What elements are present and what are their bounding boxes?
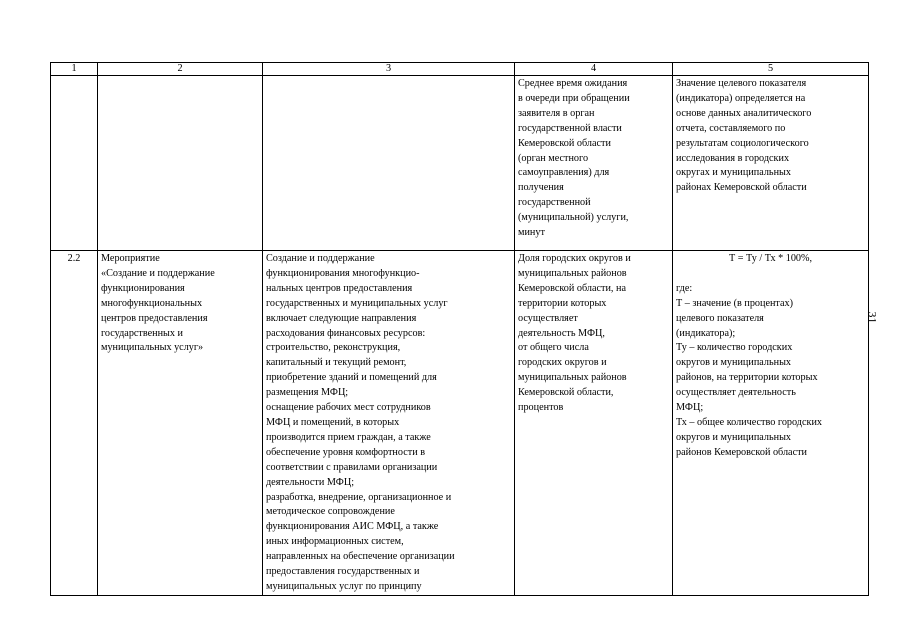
- header-cell-4: 4: [515, 63, 673, 76]
- header-cell-3: 3: [263, 63, 515, 76]
- row2-method-cell: [673, 251, 869, 596]
- table-row: [51, 251, 869, 596]
- formula-explanation: где: Т – значение (в процентах) целевого показателя (индикатора); Ту – количество городских округов и муниципальных районов, на территории которых осуществляет деятельность МФЦ; Тх – общее количество городских округов и муниципальных районов Кемеровской области: [676, 282, 823, 458]
- header-row: [51, 63, 869, 76]
- header-cell-2: 2: [98, 63, 263, 76]
- table-row: [51, 76, 869, 251]
- row2-number-cell: 2.2: [51, 251, 98, 596]
- row2-indicator-cell: Доля городских округов и муниципальных районов Кемеровской области, на территории которых осуществляет деятельность МФЦ, от общего числа городских округов и муниципальных районов Кемеровской области, процентов: [515, 251, 673, 596]
- row2-description-cell: Создание и поддержание функционирования многофункцио- нальных центров предоставления государственных и муниципальных услуг включает следующие направления расходования финансовых ресурсов: строительство, реконструкция, капитальный и текущий ремонт, приобретение зданий и помещений для размещения МФЦ; оснащение рабочих мест сотрудников МФЦ и помещений, в которых производится прием граждан, а также обеспечение уровня комфортности в соответствии с правилами организации деятельности МФЦ; разработка, внедрение, организационное и методическое сопровождение функционирования АИС МФЦ, а также иных информационных систем, направленных на обеспечение организации предоставления государственных и муниципальных услуг по принципу: [263, 251, 515, 596]
- row1-activity-cell: [98, 76, 263, 251]
- indicator-table: [50, 62, 869, 596]
- row1-indicator-cell: Среднее время ожидания в очереди при обращении заявителя в орган государственной власти Кемеровской области (орган местного самоуправления) для получения государственной (муниципальной) услуги, минут: [515, 76, 673, 251]
- row1-description-cell: [263, 76, 515, 251]
- header-cell-5: 5: [673, 63, 869, 76]
- row2-activity-cell: Мероприятие «Создание и поддержание функционирования многофункциональных центров предоставления государственных и муниципальных услуг»: [98, 251, 263, 596]
- page-number: 31: [865, 311, 880, 324]
- row1-method-cell: Значение целевого показателя (индикатора) определяется на основе данных аналитического отчета, составляемого по результатам социологического исследования в городских округах и муниципальных районах Кемеровской области: [673, 76, 869, 251]
- formula-text: Т = Ту / Тх * 100%,: [728, 253, 813, 264]
- header-cell-1: 1: [51, 63, 98, 76]
- row1-number-cell: [51, 76, 98, 251]
